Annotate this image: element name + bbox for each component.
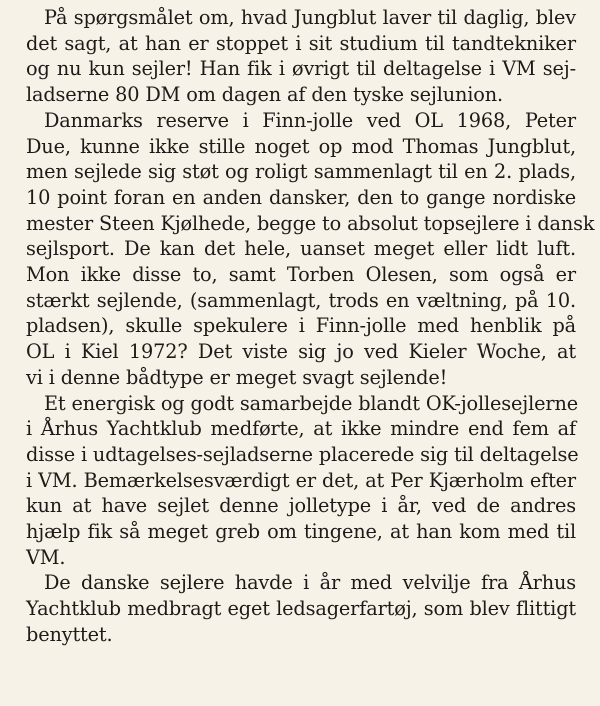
paragraph-jungblut-daily bbox=[26, 5, 576, 108]
text-line: Danmarks reserve i Finn-jolle ved OL 1968, Peter bbox=[44, 108, 576, 132]
text-line: benyttet. bbox=[26, 622, 113, 646]
paragraph-ok-jolle bbox=[26, 391, 579, 571]
text-line: Yachtklub medbragt eget ledsagerfartøj, som blev flittigt bbox=[26, 597, 576, 621]
text-line: stærkt sejlende, (sammenlagt, trods en væltning, på 10. bbox=[26, 288, 576, 312]
text-line: i VM. Bemærkelsesværdigt er det, at Per Kjærholm efter bbox=[26, 468, 576, 492]
text-line: På spørgsmålet om, hvad Jungblut laver til daglig, blev bbox=[44, 6, 576, 29]
article-text bbox=[26, 5, 595, 648]
text-line: kun at have sejlet denne jolletype i år, ved de andres bbox=[26, 494, 576, 518]
text-line: sejlsport. De kan det hele, uanset meget eller lidt luft. bbox=[26, 237, 576, 261]
text-line: hjælp fik så meget greb om tingene, at han kom med til bbox=[26, 520, 576, 544]
text-line: 10 point foran en anden dansker, den to gange nordiske bbox=[26, 185, 576, 209]
paragraph-finn-jolle bbox=[26, 108, 595, 391]
text-line: Et energisk og godt samarbejde blandt OK-jollesejlerne bbox=[44, 391, 578, 415]
text-line: OL i Kiel 1972? Det viste sig jo ved Kieler Woche, at bbox=[26, 340, 576, 364]
text-line: Due, kunne ikke stille noget op mod Thomas Jungblut, bbox=[26, 134, 576, 158]
text-line: disse i udtagelses-sejladserne placerede sig til deltagelse bbox=[26, 442, 579, 466]
text-line: vi i denne bådtype er meget svagt sejlende! bbox=[26, 365, 448, 389]
text-line: og nu kun sejler! Han fik i øvrigt til deltagelse i VM sej- bbox=[26, 57, 576, 81]
text-line: VM. bbox=[26, 545, 66, 569]
text-line: pladsen), skulle spekulere i Finn-jolle med henblik på bbox=[26, 314, 576, 338]
paragraph-ledsagerfartoj bbox=[26, 570, 576, 647]
text-line: De danske sejlere havde i år med velvilje fra Århus bbox=[44, 571, 576, 595]
text-line: Mon ikke disse to, samt Torben Olesen, som også er bbox=[26, 263, 576, 287]
text-line: men sejlede sig støt og roligt sammenlagt til en 2. plads, bbox=[26, 160, 576, 184]
text-line: det sagt, at han er stoppet i sit studium til tandtekniker bbox=[26, 31, 576, 55]
text-line: ladserne 80 DM om dagen af den tyske sejlunion. bbox=[26, 83, 504, 107]
text-line: mester Steen Kjølhede, begge to absolut topsejlere i dansk bbox=[26, 211, 595, 235]
text-line: i Århus Yachtklub medførte, at ikke mindre end fem af bbox=[26, 417, 576, 441]
